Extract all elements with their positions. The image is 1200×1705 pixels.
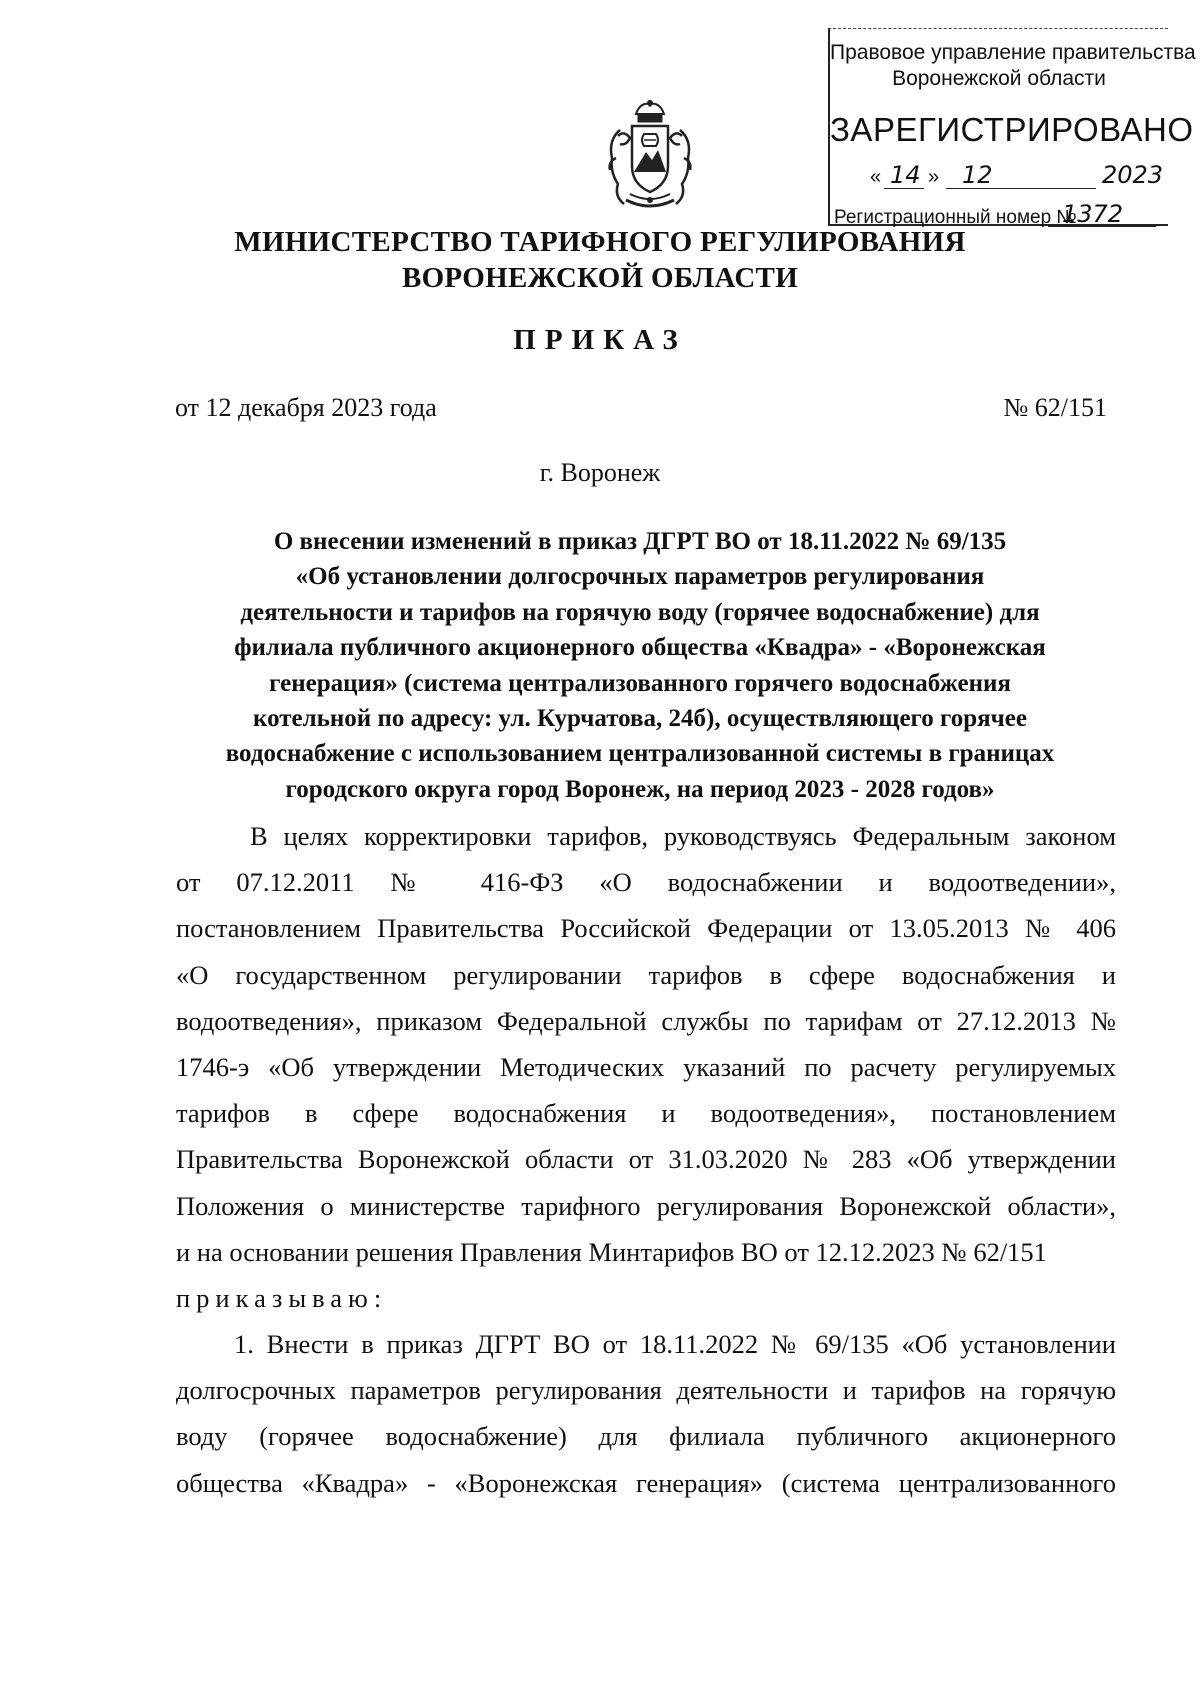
stamp-date-close-quote: » <box>928 166 940 188</box>
body-line: тарифов в сфере водоснабжения и водоотведения», постановлением <box>176 1098 1116 1129</box>
ministry-title-line1: МИНИСТЕРСТВО ТАРИФНОГО РЕГУЛИРОВАНИЯ <box>234 226 966 258</box>
stamp-date <box>870 159 1164 193</box>
order-body <box>176 813 1116 1506</box>
body-line: «О государственном регулировании тарифов в сфере водоснабжения и <box>176 959 1116 990</box>
subject-line: «Об установлении долгосрочных параметров регулирования <box>295 563 985 591</box>
registration-stamp <box>828 28 1196 228</box>
subject-line: О внесении изменений в приказ ДГРТ ВО от 18.11.2022 № 69/135 <box>273 528 1007 555</box>
stamp-date-year: 2023 <box>1102 161 1164 189</box>
subject-line: городского округа город Воронеж, на период 2023 - 2028 годов» <box>285 775 995 803</box>
body-line: В целях корректировки тарифов, руководствуясь Федеральным законом <box>250 821 1116 851</box>
stamp-date-open-quote: « <box>870 166 882 188</box>
subject-line: филиала публичного акционерного общества «Квадра» - «Воронежская <box>234 634 1046 662</box>
body-line: воду (горячее водоснабжение) для филиала публичного акционерного <box>176 1421 1116 1452</box>
body-line: Правительства Воронежской области от 31.03.2020 № 283 «Об утверждении <box>176 1144 1116 1175</box>
body-line: 1746-э «Об утверждении Методических указаний по расчету регулируемых <box>176 1051 1116 1082</box>
coat-of-arms-icon <box>600 100 700 212</box>
body-line: постановлением Правительства Российской Федерации от 13.05.2013 № 406 <box>176 913 1116 944</box>
ministry-title-line2: ВОРОНЕЖСКОЙ ОБЛАСТИ <box>401 262 799 294</box>
coat-of-arms-emblem <box>600 100 700 212</box>
stamp-date-day: 14 <box>890 161 921 189</box>
body-line: и на основании решения Правления Минтарифов ВО от 12.12.2023 № 62/151 <box>176 1236 1047 1267</box>
stamp-org-line1: Правовое управление правительства <box>830 41 1196 64</box>
subject-line: котельной по адресу: ул. Курчатова, 24б), осуществляющего горячее <box>253 704 1027 732</box>
stamp-reg-number-value: 1372 <box>1062 200 1124 228</box>
subject-line: деятельности и тарифов на горячую воду (горячее водоснабжение) для <box>240 598 1040 626</box>
order-city: г. Воронеж <box>539 458 661 487</box>
stamp-reg-number-label: Регистрационный номер № <box>834 207 1077 228</box>
order-subject <box>170 524 1110 807</box>
stamp-org-line2: Воронежской области <box>892 67 1106 90</box>
body-line: водоотведения», приказом Федеральной службы по тарифам от 27.12.2013 № <box>176 1005 1116 1036</box>
order-date: от 12 декабря 2023 года <box>175 393 437 422</box>
subject-line: генерация» (система централизованного горячего водоснабжения <box>269 669 1011 697</box>
stamp-date-month: 12 <box>962 161 993 189</box>
body-line: от 07.12.2011 № 416-ФЗ «О водоснабжении и водоотведении», <box>176 867 1116 898</box>
body-line: долгосрочных параметров регулирования деятельности и тарифов на горячую <box>176 1375 1116 1406</box>
subject-line: водоснабжение с использованием централизованной системы в границах <box>225 740 1055 768</box>
body-line: Положения о министерстве тарифного регулирования Воронежской области», <box>176 1190 1116 1221</box>
stamp-registered: ЗАРЕГИСТРИРОВАНО <box>830 111 1194 148</box>
body-line: 1. Внести в приказ ДГРТ ВО от 18.11.2022 № 69/135 «Об установлении <box>234 1329 1116 1360</box>
body-line: общества «Квадра» - «Воронежская генерация» (система централизованного <box>176 1467 1116 1498</box>
document-type: ПРИКАЗ <box>513 324 687 356</box>
order-number: № 62/151 <box>1003 393 1107 422</box>
order-directive-word: приказываю: <box>176 1282 388 1313</box>
